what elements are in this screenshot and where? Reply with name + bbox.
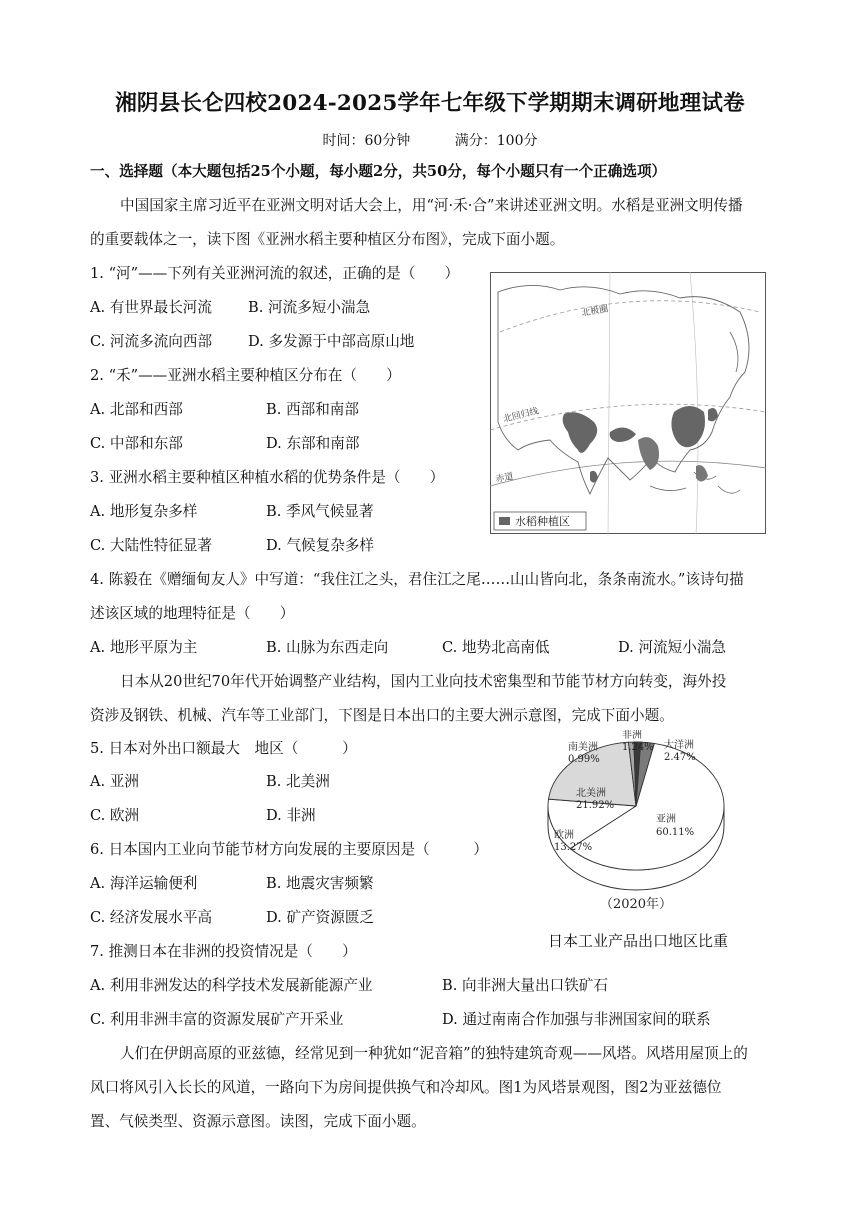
pie-label-value: 1.24% xyxy=(622,742,654,753)
section-heading: 一、选择题（本大题包括25个小题，每小题2分，共50分，每个小题只有一个正确选项） xyxy=(90,163,667,180)
pie-year-label: （2020年） xyxy=(599,897,673,912)
map-legend-label: 水稻种植区 xyxy=(515,515,570,528)
q4-option-a[interactable]: A. 地形平原为主 xyxy=(90,639,198,656)
q7-option-a[interactable]: A. 利用非洲发达的科学技术发展新能源产业 xyxy=(90,977,373,994)
q1-option-a[interactable]: A. 有世界最长河流 xyxy=(90,299,212,316)
intro-paragraph-2-line1: 日本从20世纪70年代开始调整产业结构，国内工业向技术密集型和节能节材方向转变，海外投 xyxy=(120,673,727,690)
intro-paragraph-3-line3: 置、气候类型、资源示意图。读图，完成下面小题。 xyxy=(90,1113,426,1130)
q2-option-a[interactable]: A. 北部和西部 xyxy=(90,401,183,418)
question-7: 7. 推测日本在非洲的投资情况是（ ） xyxy=(90,943,357,960)
question-1: 1. “河”——下列有关亚洲河流的叙述，正确的是（ ） xyxy=(90,265,460,282)
pie-label-value: 13.27% xyxy=(554,842,593,853)
intro-paragraph-2-line2: 资涉及钢铁、机械、汽车等工业部门，下图是日本出口的主要大洲示意图，完成下面小题。 xyxy=(90,707,674,724)
pie-label-category: 北美洲 xyxy=(576,788,606,799)
q7-option-c[interactable]: C. 利用非洲丰富的资源发展矿产开采业 xyxy=(90,1011,344,1028)
tropic-of-cancer-label: 北回归线 xyxy=(502,406,540,425)
question-2: 2. “禾”——亚洲水稻主要种植区分布在（ ） xyxy=(90,367,401,384)
exam-meta xyxy=(0,130,860,150)
pie-label-value: 60.11% xyxy=(656,827,695,838)
q6-option-d[interactable]: D. 矿产资源匮乏 xyxy=(266,909,375,926)
q6-option-b[interactable]: B. 地震灾害频繁 xyxy=(266,875,374,892)
q1-option-d[interactable]: D. 多发源于中部高原山地 xyxy=(248,333,415,350)
equator-label: 赤道 xyxy=(494,471,515,485)
intro-paragraph-3-line1: 人们在伊朗高原的亚兹德，经常见到一种犹如“泥音箱”的独特建筑奇观——风塔。风塔用屋顶上的 xyxy=(120,1045,748,1062)
question-5: 5. 日本对外出口额最大 地区（ ） xyxy=(90,740,357,757)
question-4-line1: 4. 陈毅在《赠缅甸友人》中写道：“我住江之头，君住江之尾……山山皆向北，条条南流水。”该诗句描 xyxy=(90,571,744,588)
asia-rice-map xyxy=(490,272,766,534)
intro-paragraph-3-line2: 风口将风引入长长的风道，一路向下为房间提供换气和冷却风。图1为风塔景观图，图2为亚兹德位 xyxy=(90,1079,722,1096)
q3-option-d[interactable]: D. 气候复杂多样 xyxy=(266,537,375,554)
q7-option-b[interactable]: B. 向非洲大量出口铁矿石 xyxy=(442,977,608,994)
pie-label-category: 大洋洲 xyxy=(664,740,694,751)
q1-option-c[interactable]: C. 河流多流向西部 xyxy=(90,333,213,350)
pie-label-value: 21.92% xyxy=(576,800,615,811)
q7-option-d[interactable]: D. 通过南南合作加强与非洲国家间的联系 xyxy=(442,1011,711,1028)
q4-option-b[interactable]: B. 山脉为东西走向 xyxy=(266,639,389,656)
q4-option-d[interactable]: D. 河流短小湍急 xyxy=(618,639,727,656)
arctic-circle-label: 北极圈 xyxy=(580,304,610,319)
pie-chart-svg xyxy=(536,730,736,918)
q2-option-b[interactable]: B. 西部和南部 xyxy=(266,401,359,418)
q3-option-a[interactable]: A. 地形复杂多样 xyxy=(90,503,198,520)
pie-label-category: 欧洲 xyxy=(554,830,574,841)
question-4-line2: 述该区域的地理特征是（ ） xyxy=(90,605,295,622)
question-3: 3. 亚洲水稻主要种植区种植水稻的优势条件是（ ） xyxy=(90,469,445,486)
q4-option-c[interactable]: C. 地势北高南低 xyxy=(442,639,550,656)
q3-option-b[interactable]: B. 季风气候显著 xyxy=(266,503,374,520)
intro-paragraph-1-line2: 的重要载体之一，读下图《亚洲水稻主要种植区分布图》，完成下面小题。 xyxy=(90,231,565,248)
pie-label-value: 2.47% xyxy=(664,752,696,763)
question-6: 6. 日本国内工业向节能节材方向发展的主要原因是（ ） xyxy=(90,841,489,858)
pie-label-category: 南美洲 xyxy=(568,742,598,753)
q5-option-c[interactable]: C. 欧洲 xyxy=(90,807,140,824)
japan-export-pie-chart xyxy=(536,730,736,918)
q2-option-d[interactable]: D. 东部和南部 xyxy=(266,435,360,452)
q5-option-b[interactable]: B. 北美洲 xyxy=(266,773,330,790)
asia-rice-map-svg xyxy=(490,272,766,534)
q2-option-c[interactable]: C. 中部和东部 xyxy=(90,435,183,452)
q1-option-b[interactable]: B. 河流多短小湍急 xyxy=(248,299,371,316)
q6-option-c[interactable]: C. 经济发展水平高 xyxy=(90,909,213,926)
q6-option-a[interactable]: A. 海洋运输便利 xyxy=(90,875,198,892)
q5-option-a[interactable]: A. 亚洲 xyxy=(90,773,140,790)
page-title: 湘阴县长仑四校2024-2025学年七年级下学期期末调研地理试卷 xyxy=(115,91,745,116)
pie-caption: 日本工业产品出口地区比重 xyxy=(548,932,729,950)
pie-label-value: 0.99% xyxy=(568,754,600,765)
intro-paragraph-1-line1: 中国国家主席习近平在亚洲文明对话大会上，用“河·禾·合”来讲述亚洲文明。水稻是亚洲文明传播 xyxy=(120,197,743,214)
q3-option-c[interactable]: C. 大陆性特征显著 xyxy=(90,537,213,554)
exam-score: 满分：100分 xyxy=(454,133,538,149)
q5-option-d[interactable]: D. 非洲 xyxy=(266,807,316,824)
pie-label-category: 非洲 xyxy=(622,730,642,741)
exam-time: 时间：60分钟 xyxy=(322,133,411,149)
pie-label-category: 亚洲 xyxy=(656,814,676,825)
